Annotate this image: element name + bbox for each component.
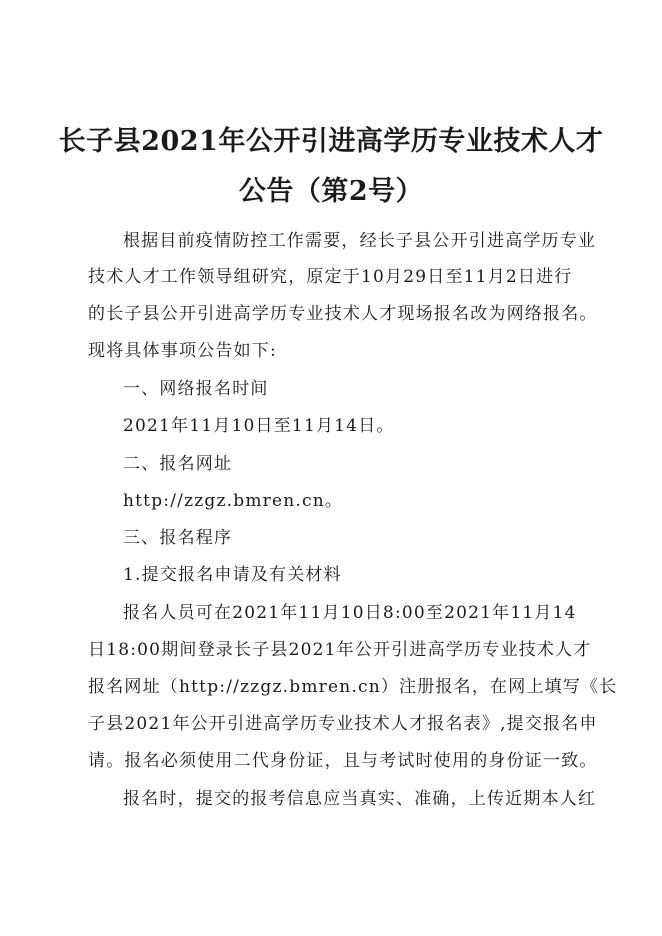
paragraph-1-line-4: 现将具体事项公告如下: xyxy=(88,341,277,361)
section-heading-2: 二、报名网址 xyxy=(123,454,233,474)
paragraph-1-line-1: 根据目前疫情防控工作需要，经长子县公开引进高学历专业 xyxy=(123,231,597,251)
paragraph-1-line-3: 的长子县公开引进高学历专业技术人才现场报名改为网络报名。 xyxy=(88,304,598,324)
paragraph-2-line-3: 报名网址（http://zzgz.bmren.cn）注册报名，在网上填写《长 xyxy=(88,677,618,697)
paragraph-2-line-2: 日18:00期间登录长子县2021年公开引进高学历专业技术人才 xyxy=(88,640,592,660)
paragraph-2-line-1: 报名人员可在2021年11月10日8:00至2021年11月14 xyxy=(123,603,577,623)
paragraph-1-line-2: 技术人才工作领导组研究，原定于10月29日至11月2日进行 xyxy=(88,267,573,287)
document-title-line-1: 长子县2021年公开引进高学历专业技术人才 xyxy=(58,126,604,157)
section-heading-1: 一、网络报名时间 xyxy=(123,379,269,399)
document-title-line-2: 公告（第2号） xyxy=(238,176,424,207)
subsection-heading-1: 1.提交报名申请及有关材料 xyxy=(123,565,342,585)
paragraph-2-line-4: 子县2021年公开引进高学历专业技术人才报名表》,提交报名申 xyxy=(88,714,598,734)
registration-dates: 2021年11月10日至11月14日。 xyxy=(123,416,395,436)
registration-url: http://zzgz.bmren.cn。 xyxy=(123,491,344,511)
paragraph-2-line-5: 请。报名必须使用二代身份证，且与考试时使用的身份证一致。 xyxy=(88,751,598,771)
paragraph-3-line-1: 报名时，提交的报考信息应当真实、准确，上传近期本人红 xyxy=(123,789,597,809)
section-heading-3: 三、报名程序 xyxy=(123,528,233,548)
